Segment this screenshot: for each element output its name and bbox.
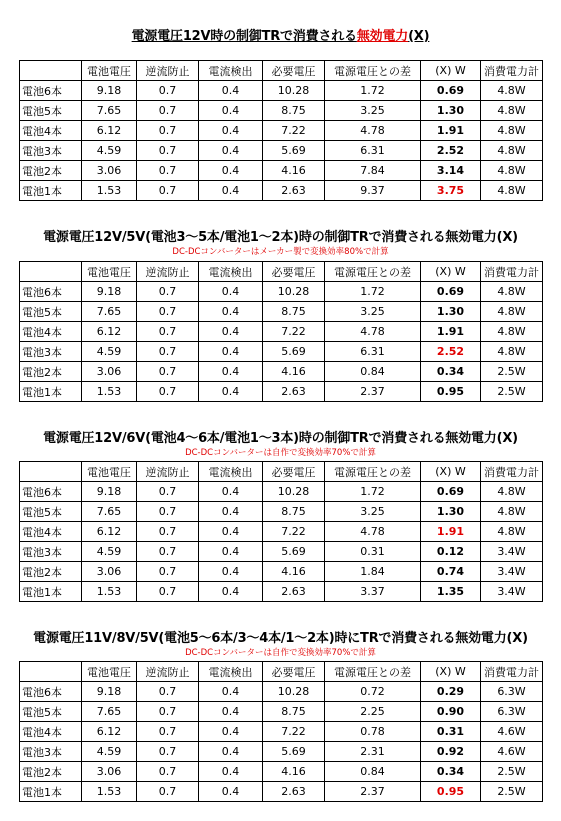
section-4-note: DC-DCコンバーターは自作で変換効率70%で計算: [185, 648, 376, 658]
section-2-title-text: 電源電圧12V/5V(電池3～5本/電池1～2本)時の制御TRで消費される無効電力(X): [43, 230, 518, 245]
table-row: [20, 322, 543, 342]
total-power-cell: 4.8W: [481, 322, 543, 342]
header-corner-cell: [20, 662, 82, 682]
reverse-protection-cell: 0.7: [137, 302, 199, 322]
header-required-voltage: 必要電圧: [263, 662, 325, 682]
row-label: 電池1本: [20, 582, 82, 602]
required-voltage-cell: 4.16: [263, 762, 325, 782]
current-detect-cell: 0.4: [199, 682, 263, 702]
table-row: [20, 702, 543, 722]
battery-voltage-cell: 7.65: [82, 502, 137, 522]
header-current-detect: 電流検出: [199, 462, 263, 482]
battery-voltage-cell: 4.59: [82, 342, 137, 362]
total-power-cell: 4.8W: [481, 302, 543, 322]
current-detect-cell: 0.4: [199, 762, 263, 782]
supply-difference-cell: 3.25: [325, 302, 421, 322]
row-label: 電池3本: [20, 742, 82, 762]
table-row: [20, 382, 543, 402]
table-row: [20, 482, 543, 502]
total-power-cell: 6.3W: [481, 682, 543, 702]
table-row: [20, 502, 543, 522]
supply-difference-cell: 3.25: [325, 101, 421, 121]
total-power-cell: 3.4W: [481, 582, 543, 602]
row-label: 電池2本: [20, 562, 82, 582]
battery-voltage-cell: 4.59: [82, 141, 137, 161]
required-voltage-cell: 8.75: [263, 702, 325, 722]
table-row: [20, 101, 543, 121]
current-detect-cell: 0.4: [199, 362, 263, 382]
required-voltage-cell: 7.22: [263, 121, 325, 141]
header-corner-cell: [20, 61, 82, 81]
x-watts-cell: 0.34: [421, 362, 481, 382]
supply-difference-cell: 6.31: [325, 342, 421, 362]
table-row: [20, 81, 543, 101]
x-watts-cell: 0.12: [421, 542, 481, 562]
header-row: [20, 61, 543, 81]
x-watts-cell: 1.30: [421, 101, 481, 121]
header-corner-cell: [20, 262, 82, 282]
required-voltage-cell: 5.69: [263, 742, 325, 762]
reverse-protection-cell: 0.7: [137, 702, 199, 722]
supply-difference-cell: 9.37: [325, 181, 421, 201]
row-label: 電池3本: [20, 141, 82, 161]
reverse-protection-cell: 0.7: [137, 762, 199, 782]
reverse-protection-cell: 0.7: [137, 181, 199, 201]
section-4-title: [0, 627, 561, 646]
x-watts-cell: 1.91: [421, 121, 481, 141]
supply-difference-cell: 4.78: [325, 121, 421, 141]
total-power-cell: 4.8W: [481, 282, 543, 302]
header-x-watts: (X) W: [421, 262, 481, 282]
required-voltage-cell: 7.22: [263, 722, 325, 742]
x-watts-cell: 0.95: [421, 782, 481, 802]
x-watts-cell: 1.30: [421, 302, 481, 322]
row-label: 電池2本: [20, 161, 82, 181]
reverse-protection-cell: 0.7: [137, 342, 199, 362]
battery-voltage-cell: 6.12: [82, 522, 137, 542]
current-detect-cell: 0.4: [199, 302, 263, 322]
reverse-protection-cell: 0.7: [137, 742, 199, 762]
section-1-title-tail: (X): [408, 29, 430, 44]
reverse-protection-cell: 0.7: [137, 542, 199, 562]
battery-voltage-cell: 7.65: [82, 702, 137, 722]
battery-voltage-cell: 1.53: [82, 582, 137, 602]
header-battery-voltage: 電池電圧: [82, 462, 137, 482]
required-voltage-cell: 2.63: [263, 782, 325, 802]
reverse-protection-cell: 0.7: [137, 121, 199, 141]
row-label: 電池5本: [20, 302, 82, 322]
required-voltage-cell: 4.16: [263, 161, 325, 181]
section-1-title: [0, 25, 561, 44]
total-power-cell: 6.3W: [481, 702, 543, 722]
x-watts-cell: 0.69: [421, 482, 481, 502]
reverse-protection-cell: 0.7: [137, 282, 199, 302]
battery-voltage-cell: 1.53: [82, 382, 137, 402]
supply-difference-cell: 1.72: [325, 482, 421, 502]
table-row: [20, 302, 543, 322]
x-watts-cell: 3.14: [421, 161, 481, 181]
header-total-power: 消費電力計: [481, 462, 543, 482]
required-voltage-cell: 2.63: [263, 382, 325, 402]
x-watts-cell: 0.29: [421, 682, 481, 702]
reverse-protection-cell: 0.7: [137, 502, 199, 522]
supply-difference-cell: 7.84: [325, 161, 421, 181]
section-4-table: [19, 661, 543, 802]
header-supply-difference: 電源電圧との差: [325, 662, 421, 682]
required-voltage-cell: 7.22: [263, 322, 325, 342]
battery-voltage-cell: 9.18: [82, 81, 137, 101]
total-power-cell: 4.6W: [481, 742, 543, 762]
required-voltage-cell: 8.75: [263, 302, 325, 322]
total-power-cell: 4.8W: [481, 121, 543, 141]
current-detect-cell: 0.4: [199, 342, 263, 362]
row-label: 電池6本: [20, 682, 82, 702]
required-voltage-cell: 10.28: [263, 81, 325, 101]
total-power-cell: 4.8W: [481, 161, 543, 181]
required-voltage-cell: 10.28: [263, 282, 325, 302]
supply-difference-cell: 3.25: [325, 502, 421, 522]
required-voltage-cell: 10.28: [263, 482, 325, 502]
section-3-table: [19, 461, 543, 602]
header-current-detect: 電流検出: [199, 662, 263, 682]
required-voltage-cell: 4.16: [263, 562, 325, 582]
supply-difference-cell: 2.25: [325, 702, 421, 722]
header-reverse-protection: 逆流防止: [137, 262, 199, 282]
supply-difference-cell: 0.31: [325, 542, 421, 562]
supply-difference-cell: 0.84: [325, 362, 421, 382]
total-power-cell: 4.8W: [481, 522, 543, 542]
row-label: 電池4本: [20, 322, 82, 342]
total-power-cell: 3.4W: [481, 542, 543, 562]
reverse-protection-cell: 0.7: [137, 682, 199, 702]
table-row: [20, 342, 543, 362]
row-label: 電池2本: [20, 362, 82, 382]
x-watts-cell: 0.90: [421, 702, 481, 722]
total-power-cell: 4.8W: [481, 502, 543, 522]
total-power-cell: 4.6W: [481, 722, 543, 742]
current-detect-cell: 0.4: [199, 161, 263, 181]
battery-voltage-cell: 1.53: [82, 181, 137, 201]
supply-difference-cell: 0.84: [325, 762, 421, 782]
header-row: [20, 662, 543, 682]
header-current-detect: 電流検出: [199, 262, 263, 282]
section-2-table: [19, 261, 543, 402]
x-watts-cell: 0.95: [421, 382, 481, 402]
battery-voltage-cell: 3.06: [82, 762, 137, 782]
section-1-title-main: 電源電圧12V時の制御TRで消費される: [131, 29, 357, 44]
row-label: 電池5本: [20, 702, 82, 722]
header-current-detect: 電流検出: [199, 61, 263, 81]
x-watts-cell: 0.69: [421, 282, 481, 302]
section-4-title-text: 電源電圧11V/8V/5V(電池5～6本/3～4本/1～2本)時にTRで消費される無効電力(X): [33, 631, 528, 646]
total-power-cell: 4.8W: [481, 101, 543, 121]
section-1-table: [19, 60, 543, 201]
header-required-voltage: 必要電圧: [263, 462, 325, 482]
table-row: [20, 362, 543, 382]
required-voltage-cell: 2.63: [263, 181, 325, 201]
required-voltage-cell: 5.69: [263, 141, 325, 161]
battery-voltage-cell: 9.18: [82, 482, 137, 502]
header-reverse-protection: 逆流防止: [137, 462, 199, 482]
supply-difference-cell: 4.78: [325, 322, 421, 342]
supply-difference-cell: 2.37: [325, 782, 421, 802]
reverse-protection-cell: 0.7: [137, 322, 199, 342]
required-voltage-cell: 8.75: [263, 502, 325, 522]
total-power-cell: 2.5W: [481, 362, 543, 382]
table-row: [20, 582, 543, 602]
required-voltage-cell: 7.22: [263, 522, 325, 542]
x-watts-cell: 1.30: [421, 502, 481, 522]
battery-voltage-cell: 4.59: [82, 542, 137, 562]
row-label: 電池4本: [20, 121, 82, 141]
x-watts-cell: 2.52: [421, 342, 481, 362]
section-1-title-highlight: 無効電力: [356, 29, 409, 44]
header-row: [20, 462, 543, 482]
supply-difference-cell: 1.72: [325, 81, 421, 101]
total-power-cell: 4.8W: [481, 81, 543, 101]
x-watts-cell: 0.34: [421, 762, 481, 782]
battery-voltage-cell: 9.18: [82, 682, 137, 702]
battery-voltage-cell: 9.18: [82, 282, 137, 302]
x-watts-cell: 0.92: [421, 742, 481, 762]
row-label: 電池6本: [20, 282, 82, 302]
row-label: 電池5本: [20, 502, 82, 522]
battery-voltage-cell: 7.65: [82, 101, 137, 121]
table-row: [20, 161, 543, 181]
current-detect-cell: 0.4: [199, 322, 263, 342]
battery-voltage-cell: 3.06: [82, 562, 137, 582]
header-x-watts: (X) W: [421, 462, 481, 482]
row-label: 電池2本: [20, 762, 82, 782]
reverse-protection-cell: 0.7: [137, 482, 199, 502]
reverse-protection-cell: 0.7: [137, 382, 199, 402]
reverse-protection-cell: 0.7: [137, 161, 199, 181]
x-watts-cell: 3.75: [421, 181, 481, 201]
header-supply-difference: 電源電圧との差: [325, 61, 421, 81]
row-label: 電池6本: [20, 81, 82, 101]
battery-voltage-cell: 6.12: [82, 322, 137, 342]
reverse-protection-cell: 0.7: [137, 81, 199, 101]
x-watts-cell: 2.52: [421, 141, 481, 161]
header-reverse-protection: 逆流防止: [137, 662, 199, 682]
section-2-title: [0, 226, 561, 245]
battery-voltage-cell: 6.12: [82, 722, 137, 742]
required-voltage-cell: 10.28: [263, 682, 325, 702]
x-watts-cell: 0.69: [421, 81, 481, 101]
total-power-cell: 4.8W: [481, 342, 543, 362]
battery-voltage-cell: 3.06: [82, 362, 137, 382]
table-row: [20, 282, 543, 302]
current-detect-cell: 0.4: [199, 582, 263, 602]
header-total-power: 消費電力計: [481, 662, 543, 682]
supply-difference-cell: 2.37: [325, 382, 421, 402]
required-voltage-cell: 4.16: [263, 362, 325, 382]
reverse-protection-cell: 0.7: [137, 101, 199, 121]
current-detect-cell: 0.4: [199, 141, 263, 161]
supply-difference-cell: 1.72: [325, 282, 421, 302]
reverse-protection-cell: 0.7: [137, 141, 199, 161]
supply-difference-cell: 3.37: [325, 582, 421, 602]
table-row: [20, 722, 543, 742]
current-detect-cell: 0.4: [199, 382, 263, 402]
table-row: [20, 562, 543, 582]
total-power-cell: 4.8W: [481, 482, 543, 502]
header-reverse-protection: 逆流防止: [137, 61, 199, 81]
supply-difference-cell: 2.31: [325, 742, 421, 762]
x-watts-cell: 1.91: [421, 522, 481, 542]
header-corner-cell: [20, 462, 82, 482]
battery-voltage-cell: 7.65: [82, 302, 137, 322]
header-x-watts: (X) W: [421, 662, 481, 682]
table-row: [20, 522, 543, 542]
required-voltage-cell: 5.69: [263, 542, 325, 562]
current-detect-cell: 0.4: [199, 101, 263, 121]
required-voltage-cell: 8.75: [263, 101, 325, 121]
row-label: 電池6本: [20, 482, 82, 502]
supply-difference-cell: 4.78: [325, 522, 421, 542]
section-2-note: DC-DCコンバーターはメーカー製で変換効率80%で計算: [172, 247, 389, 257]
header-supply-difference: 電源電圧との差: [325, 462, 421, 482]
table-row: [20, 762, 543, 782]
required-voltage-cell: 2.63: [263, 582, 325, 602]
header-row: [20, 262, 543, 282]
table-row: [20, 141, 543, 161]
row-label: 電池3本: [20, 342, 82, 362]
total-power-cell: 2.5W: [481, 762, 543, 782]
row-label: 電池1本: [20, 782, 82, 802]
header-required-voltage: 必要電圧: [263, 262, 325, 282]
header-battery-voltage: 電池電圧: [82, 61, 137, 81]
x-watts-cell: 0.74: [421, 562, 481, 582]
section-3-title-text: 電源電圧12V/6V(電池4～6本/電池1～3本)時の制御TRで消費される無効電力(X): [43, 431, 518, 446]
row-label: 電池4本: [20, 522, 82, 542]
supply-difference-cell: 1.84: [325, 562, 421, 582]
table-row: [20, 542, 543, 562]
battery-voltage-cell: 6.12: [82, 121, 137, 141]
reverse-protection-cell: 0.7: [137, 782, 199, 802]
total-power-cell: 2.5W: [481, 382, 543, 402]
row-label: 電池1本: [20, 181, 82, 201]
header-total-power: 消費電力計: [481, 262, 543, 282]
battery-voltage-cell: 4.59: [82, 742, 137, 762]
table-row: [20, 782, 543, 802]
supply-difference-cell: 0.72: [325, 682, 421, 702]
reverse-protection-cell: 0.7: [137, 722, 199, 742]
table-row: [20, 181, 543, 201]
current-detect-cell: 0.4: [199, 502, 263, 522]
header-supply-difference: 電源電圧との差: [325, 262, 421, 282]
section-3-note: DC-DCコンバーターは自作で変換効率70%で計算: [185, 448, 376, 458]
reverse-protection-cell: 0.7: [137, 582, 199, 602]
table-row: [20, 742, 543, 762]
battery-voltage-cell: 3.06: [82, 161, 137, 181]
table-row: [20, 682, 543, 702]
reverse-protection-cell: 0.7: [137, 562, 199, 582]
header-battery-voltage: 電池電圧: [82, 262, 137, 282]
current-detect-cell: 0.4: [199, 722, 263, 742]
reverse-protection-cell: 0.7: [137, 522, 199, 542]
current-detect-cell: 0.4: [199, 181, 263, 201]
row-label: 電池1本: [20, 382, 82, 402]
current-detect-cell: 0.4: [199, 522, 263, 542]
total-power-cell: 3.4W: [481, 562, 543, 582]
header-x-watts: (X) W: [421, 61, 481, 81]
current-detect-cell: 0.4: [199, 282, 263, 302]
section-3-title: [0, 427, 561, 446]
table-row: [20, 121, 543, 141]
header-total-power: 消費電力計: [481, 61, 543, 81]
current-detect-cell: 0.4: [199, 562, 263, 582]
battery-voltage-cell: 1.53: [82, 782, 137, 802]
x-watts-cell: 1.35: [421, 582, 481, 602]
current-detect-cell: 0.4: [199, 702, 263, 722]
current-detect-cell: 0.4: [199, 742, 263, 762]
total-power-cell: 4.8W: [481, 181, 543, 201]
x-watts-cell: 0.31: [421, 722, 481, 742]
supply-difference-cell: 6.31: [325, 141, 421, 161]
total-power-cell: 2.5W: [481, 782, 543, 802]
header-required-voltage: 必要電圧: [263, 61, 325, 81]
supply-difference-cell: 0.78: [325, 722, 421, 742]
current-detect-cell: 0.4: [199, 542, 263, 562]
current-detect-cell: 0.4: [199, 782, 263, 802]
total-power-cell: 4.8W: [481, 141, 543, 161]
row-label: 電池4本: [20, 722, 82, 742]
current-detect-cell: 0.4: [199, 81, 263, 101]
current-detect-cell: 0.4: [199, 121, 263, 141]
row-label: 電池5本: [20, 101, 82, 121]
reverse-protection-cell: 0.7: [137, 362, 199, 382]
row-label: 電池3本: [20, 542, 82, 562]
x-watts-cell: 1.91: [421, 322, 481, 342]
header-battery-voltage: 電池電圧: [82, 662, 137, 682]
current-detect-cell: 0.4: [199, 482, 263, 502]
required-voltage-cell: 5.69: [263, 342, 325, 362]
